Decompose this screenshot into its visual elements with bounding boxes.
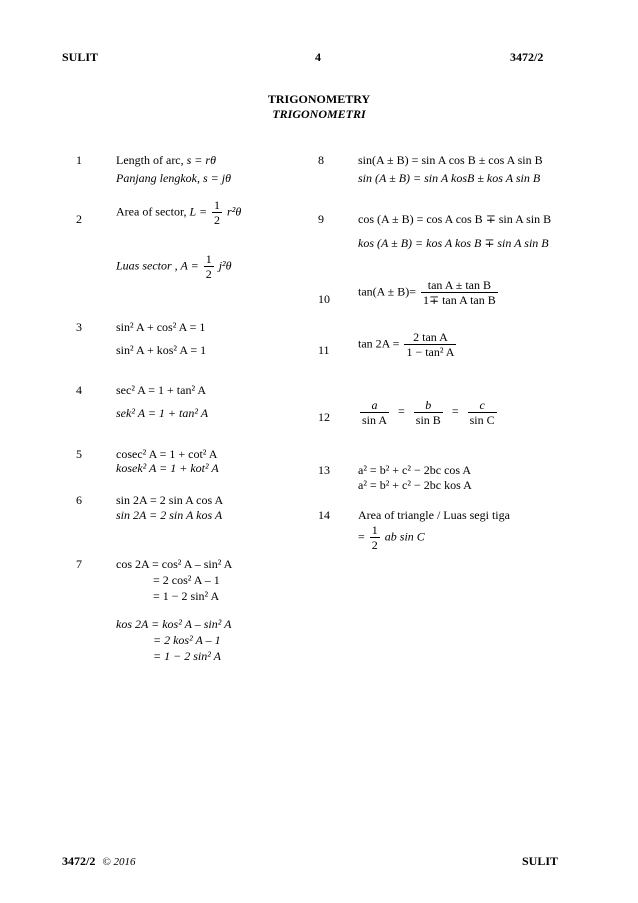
footer-code: 3472/2 — [62, 854, 96, 868]
fraction-numerator: b — [425, 398, 432, 412]
formula-9-line-1: cos (A ± B) = cos A cos B ∓ sin A sin B — [358, 212, 552, 226]
fraction-numerator: a — [371, 398, 378, 412]
formula-4-line-2: sek² A = 1 + tan² A — [116, 406, 209, 420]
formula-2-en-fraction — [212, 198, 222, 227]
formula-10-fraction — [421, 278, 498, 307]
formula-number-5: 5 — [76, 447, 82, 461]
footer-copyright: © 2016 — [102, 856, 136, 868]
footer-left — [62, 854, 135, 869]
formula-10 — [358, 278, 500, 307]
fraction-denominator: 1 − tan² A — [406, 345, 455, 359]
formula-7-line-5: = 2 kos² A – 1 — [153, 633, 221, 647]
fraction-denominator: sin C — [469, 413, 495, 427]
formula-2-en-rhs: r²θ — [227, 204, 242, 219]
formula-number-13: 13 — [318, 463, 330, 477]
formula-10-lhs: tan(A ± B)= — [358, 284, 417, 299]
formula-4-line-1: sec² A = 1 + tan² A — [116, 383, 207, 397]
formula-11 — [358, 330, 458, 359]
formula-2-ms-lhs: A = — [180, 258, 199, 273]
formula-1-en-label: Length of arc, — [116, 153, 184, 167]
formula-14-label: Area of triangle / Luas segi tiga — [358, 508, 510, 522]
formula-2-en-lhs: L = — [189, 204, 208, 219]
formula-12-fraction-b — [414, 398, 443, 427]
fraction-denominator: 2 — [214, 213, 221, 227]
formula-number-12: 12 — [318, 410, 330, 424]
formula-5-line-1: cosec² A = 1 + cot² A — [116, 447, 218, 461]
formula-1-en-eq: s = rθ — [186, 153, 216, 167]
formula-7-line-1: cos 2A = cos² A – sin² A — [116, 557, 233, 571]
fraction-numerator: 1 — [205, 252, 212, 266]
formula-8-line-1: sin(A ± B) = sin A cos B ± cos A sin B — [358, 153, 543, 167]
fraction-denominator: 1∓ tan A tan B — [423, 293, 496, 307]
fraction-denominator: 2 — [371, 538, 378, 552]
page-number: 4 — [315, 50, 321, 64]
formula-12-fraction-a — [360, 398, 389, 427]
formula-number-2: 2 — [76, 212, 82, 226]
formula-number-6: 6 — [76, 493, 82, 507]
fraction-denominator: sin A — [362, 413, 388, 427]
section-title: TRIGONOMETRY — [267, 92, 371, 106]
formula-number-4: 4 — [76, 383, 82, 397]
formula-number-7: 7 — [76, 557, 82, 571]
formula-7-line-3: = 1 − 2 sin² A — [153, 589, 220, 603]
formula-number-10: 10 — [318, 292, 330, 306]
formula-2-ms-fraction — [204, 252, 214, 281]
formula-12-fraction-c — [468, 398, 497, 427]
equals-sign: = — [358, 529, 365, 544]
formula-12 — [358, 398, 499, 427]
header-left: SULIT — [62, 50, 99, 64]
formula-14 — [358, 523, 425, 552]
fraction-numerator: 1 — [214, 198, 221, 212]
formula-2-en — [116, 198, 241, 227]
fraction-numerator: 1 — [371, 523, 378, 537]
formula-6-line-1: sin 2A = 2 sin A cos A — [116, 493, 224, 507]
equals-sign: = — [451, 404, 459, 419]
fraction-denominator: 2 — [205, 267, 212, 281]
formula-2-en-label: Area of sector, — [116, 204, 187, 219]
formula-5-line-2: kosek² A = 1 + kot² A — [116, 461, 219, 475]
formula-number-3: 3 — [76, 320, 82, 334]
formula-3-line-1: sin² A + cos² A = 1 — [116, 320, 206, 334]
fraction-numerator: c — [479, 398, 485, 412]
formula-14-fraction — [370, 523, 380, 552]
formula-9-line-2: kos (A ± B) = kos A kos B ∓ sin A sin B — [358, 236, 549, 250]
formula-number-14: 14 — [318, 508, 330, 522]
section-subtitle: TRIGONOMETRI — [272, 107, 366, 121]
header-right: 3472/2 — [510, 50, 544, 64]
formula-2-ms-label: Luas sector , — [116, 258, 178, 273]
formula-number-9: 9 — [318, 212, 324, 226]
equals-sign: = — [398, 404, 405, 419]
fraction-numerator: 2 tan A — [413, 330, 448, 344]
formula-number-8: 8 — [318, 153, 324, 167]
formula-7-line-6: = 1 − 2 sin² A — [153, 649, 221, 663]
fraction-denominator: sin B — [415, 413, 441, 427]
formula-14-rhs: ab sin C — [384, 529, 425, 544]
fraction-numerator: tan A ± tan B — [427, 278, 492, 292]
formula-7-line-4: kos 2A = kos² A – sin² A — [116, 617, 232, 631]
formula-3-line-2: sin² A + kos² A = 1 — [116, 343, 207, 357]
formula-6-line-2: sin 2A = 2 sin A kos A — [116, 508, 223, 522]
formula-13-line-2: a² = b² + c² − 2bc kos A — [358, 478, 472, 492]
formula-1-ms — [116, 171, 231, 186]
formula-11-lhs: tan 2A = — [358, 336, 400, 351]
formula-number-11: 11 — [318, 343, 330, 357]
formula-11-fraction — [404, 330, 456, 359]
formula-number-1: 1 — [76, 153, 82, 167]
footer-right: SULIT — [522, 854, 559, 868]
formula-1-en — [116, 153, 216, 168]
formula-13-line-1: a² = b² + c² − 2bc cos A — [358, 463, 472, 477]
formula-7-line-2: = 2 cos² A – 1 — [153, 573, 220, 587]
formula-2-ms-rhs: j²θ — [218, 258, 232, 273]
formula-1-ms-label: Panjang lengkok, — [116, 171, 200, 185]
formula-2-ms — [116, 252, 232, 281]
formula-1-ms-eq: s = jθ — [202, 171, 231, 185]
formula-8-line-2: sin (A ± B) = sin A kosB ± kos A sin B — [358, 171, 541, 185]
